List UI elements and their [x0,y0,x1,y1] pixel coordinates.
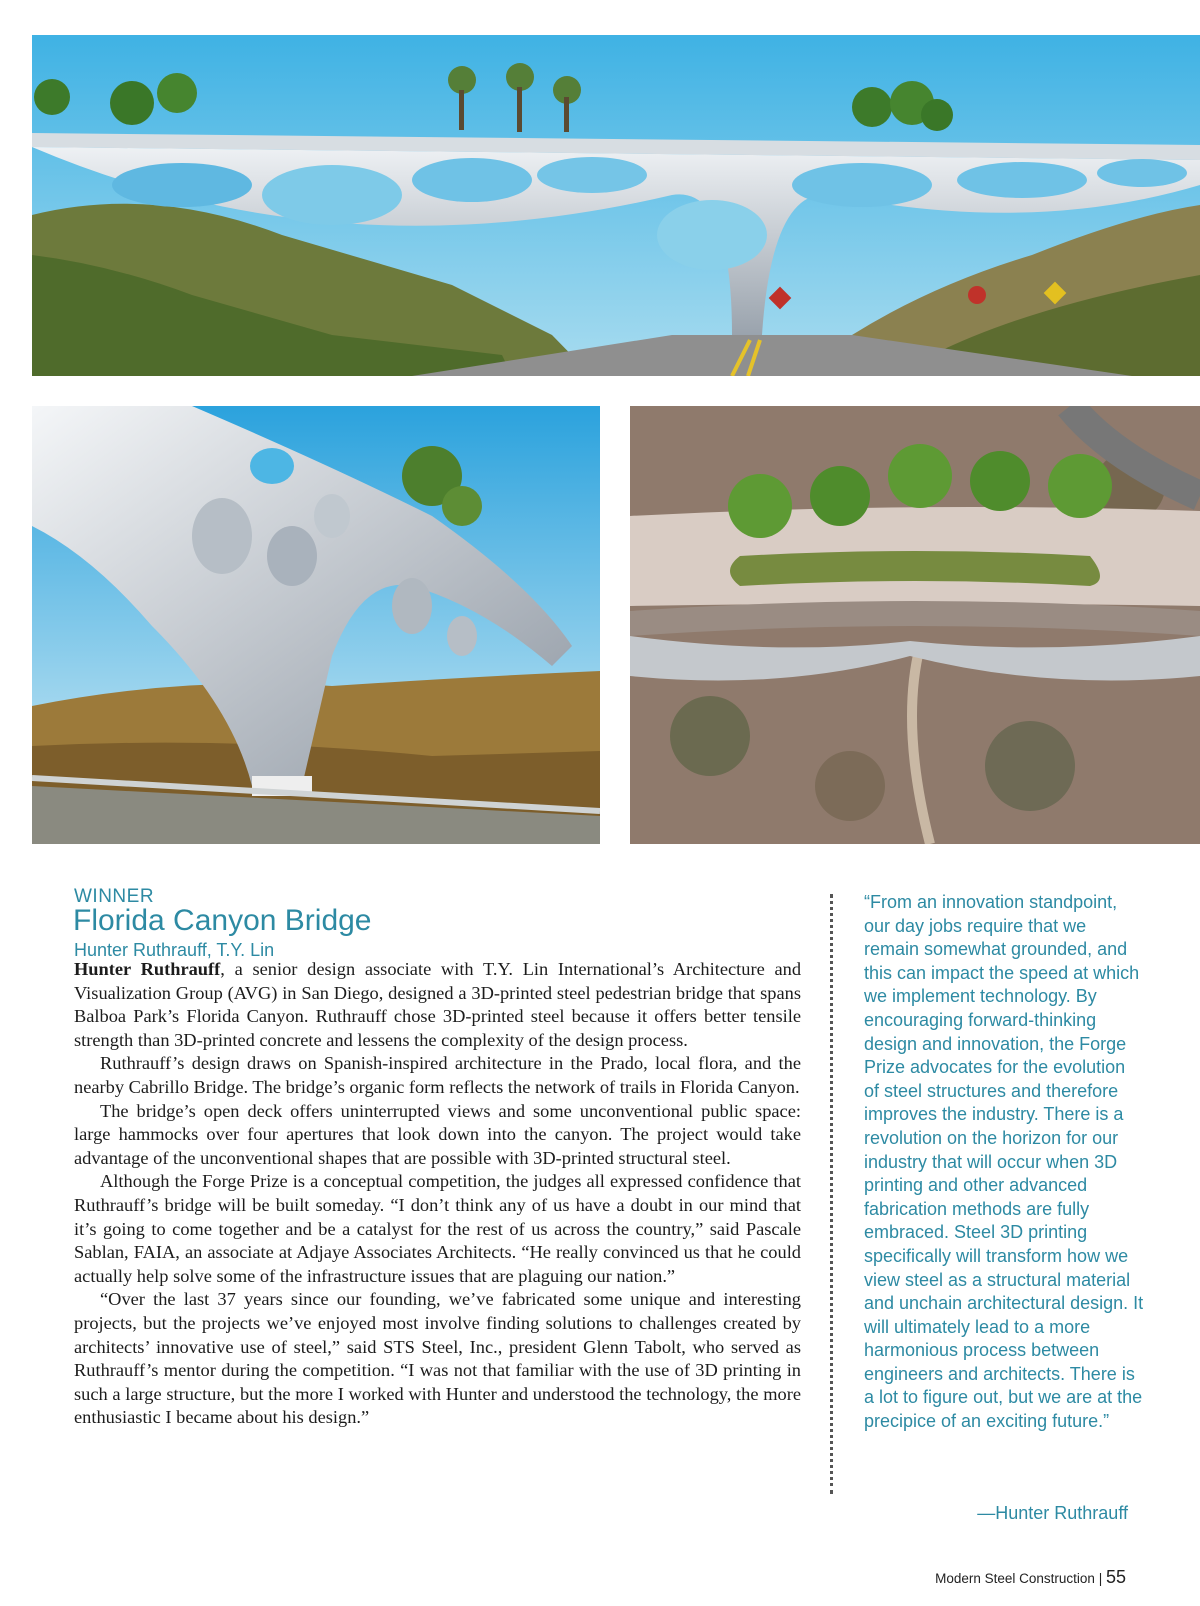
body-paragraph: Although the Forge Prize is a conceptual competition, the judges all expressed confidence that Ruthrauff’s bridge will be built someday. “I don’t think any of us have a doubt in our mind that it’s going to come together and be a catalyst for the rest of us across the country,” said Pascale Sablan, FAIA, an associate at Adjaye Associates Architects. “He really convinced us that he could actually help solve some of the infrastructure issues that are plaguing our nation.” [74,1171,801,1286]
body-paragraph: “Over the last 37 years since our founding, we’ve fabricated some unique and interesting projects, but the projects we’ve enjoyed most involve finding solutions to challenges created by architects’ innovative use of steel,” said STS Steel, Inc., president Glenn Tabolt, who served as Ruthrauff’s mentor during the competition. “I was not that familiar with the use of 3D printing in such a large structure, but the more I worked with Hunter and understood the technology, the more enthusiastic I became about his design.” [74,1289,801,1428]
folio-separator: | [1098,1571,1106,1586]
page-number: 55 [1105,1567,1126,1587]
photo-bridge-aerial [630,406,1200,844]
pull-quote: “From an innovation standpoint, our day jobs require that we remain somewhat grounded, and this can impact the speed at which we implement technology. By encouraging forward-thinking design and innovation, the Forge Prize advocates for the evolution of steel structures and therefore improves the industry. There is a revolution on the horizon for our industry that will occur when 3D printing and other advanced fabrication methods are fully embraced. Steel 3D printing specifically will transform how we view steel as a structural material and unchain architectural design. It will ultimately lead to a more harmonious process between engineers and architects. There is a lot to figure out, but we are at the precipice of an exciting future.” [864,892,1144,1432]
body-paragraph: Ruthrauff’s design draws on Spanish-inspired architecture in the Prado, local flora, and the nearby Cabrillo Bridge. The bridge’s organic form reflects the network of trails in Florida Canyon. [74,1053,801,1097]
article-kicker: WINNER [74,886,155,907]
photo-bridge-underside [32,406,600,844]
article-title: Florida Canyon Bridge [73,904,372,937]
lead-name: Hunter Ruthrauff [74,959,221,979]
body-paragraph [74,958,801,1052]
article-body [74,958,801,1430]
body-paragraph-text: , a senior design associate with T.Y. Lin International’s Architecture and Visualization Group (AVG) in San Diego, designed a 3D-printed steel pedestrian bridge that spans Balboa Park’s Florida Canyon. Ruthrauff chose 3D-printed steel because it offers better tensile strength than 3D-printed concrete and lessens the complexity of the design process. [74,959,802,1050]
photo-bridge-over-road [32,35,1200,376]
pull-quote-attribution: —Hunter Ruthrauff [977,1503,1128,1523]
body-paragraph: The bridge’s open deck offers uninterrupted views and some unconventional public space: large hammocks over four apertures that look down into the canyon. The project would take advantage of the unconventional shapes that are possible with 3D-printed structural steel. [74,1100,801,1168]
article-byline: Hunter Ruthrauff, T.Y. Lin [74,940,275,960]
page-footer [935,1567,1126,1588]
publication-name: Modern Steel Construction [935,1571,1095,1586]
column-divider [830,894,833,1494]
